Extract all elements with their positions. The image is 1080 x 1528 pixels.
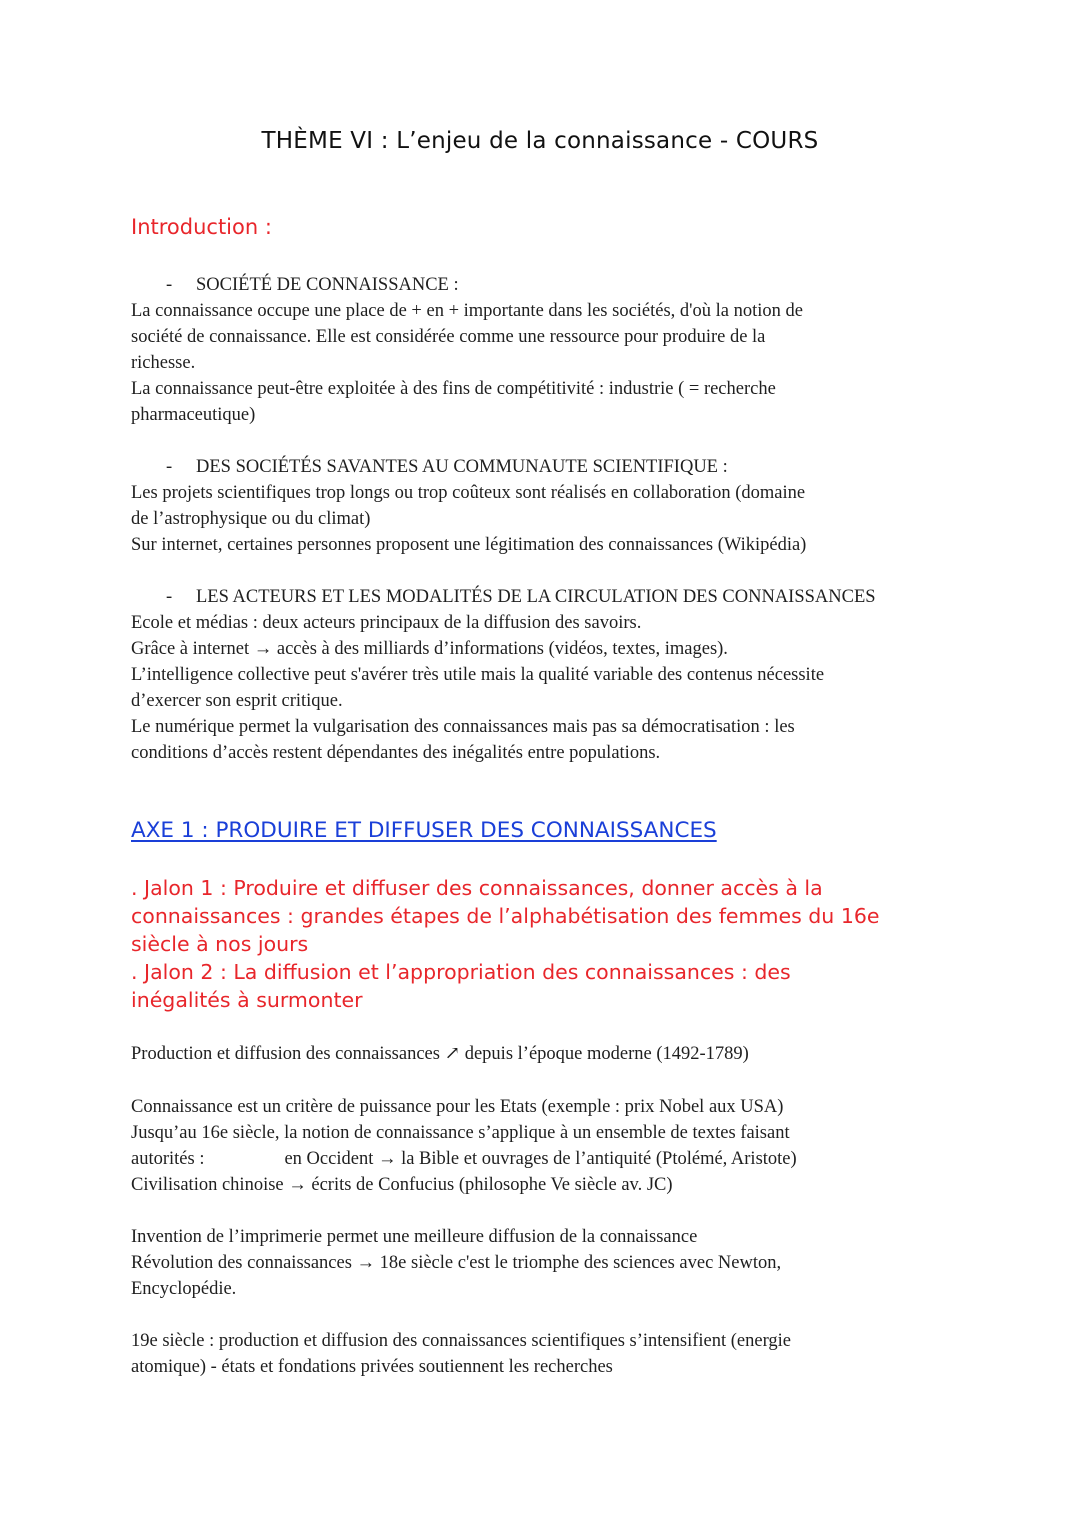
bullet-text: DES SOCIÉTÉS SAVANTES AU COMMUNAUTE SCIENTIFIQUE : bbox=[196, 457, 728, 477]
bullet-dash: - bbox=[166, 457, 173, 477]
bullet-societes-savantes bbox=[166, 454, 728, 480]
text-line: La connaissance occupe une place de + en + importante dans les sociétés, d'où la notion de bbox=[131, 301, 803, 321]
jalon-line: siècle à nos jours bbox=[131, 932, 309, 956]
bullet-text: LES ACTEURS ET LES MODALITÉS DE LA CIRCULATION DES CONNAISSANCES bbox=[196, 587, 876, 607]
bullet-dash: - bbox=[166, 587, 173, 607]
text-line: d’exercer son esprit critique. bbox=[131, 691, 343, 711]
text-line: conditions d’accès restent dépendantes des inégalités entre populations. bbox=[131, 743, 661, 763]
paragraph-puissance bbox=[131, 1094, 961, 1198]
paragraph-societe-connaissance bbox=[131, 298, 961, 428]
bullet-societe-connaissance bbox=[166, 272, 459, 298]
autorites-label: autorités : bbox=[131, 1149, 205, 1169]
paragraph-production-diffusion bbox=[131, 1041, 961, 1067]
text-line: Production et diffusion des connaissances ↗ depuis l’époque moderne (1492-1789) bbox=[131, 1044, 749, 1064]
text-line: de l’astrophysique ou du climat) bbox=[131, 509, 371, 529]
jalons-block bbox=[131, 874, 961, 1014]
text-line: Les projets scientifiques trop longs ou trop coûteux sont réalisés en collaboration (domaine bbox=[131, 483, 806, 503]
autorites-text: en Occident → la Bible et ouvrages de l’antiquité (Ptolémé, Aristote) bbox=[284, 1149, 797, 1169]
paragraph-imprimerie bbox=[131, 1224, 961, 1302]
text-line: La connaissance peut-être exploitée à des fins de compétitivité : industrie ( = recherche bbox=[131, 379, 776, 399]
paragraph-acteurs-modalites bbox=[131, 610, 961, 766]
text-line: Le numérique permet la vulgarisation des connaissances mais pas sa démocratisation : les bbox=[131, 717, 795, 737]
text-line bbox=[131, 1146, 961, 1172]
text-line: Sur internet, certaines personnes proposent une légitimation des connaissances (Wikipédia) bbox=[131, 535, 807, 555]
jalon-line: connaissances : grandes étapes de l’alphabétisation des femmes du 16e bbox=[131, 904, 880, 928]
text-line: Invention de l’imprimerie permet une meilleure diffusion de la connaissance bbox=[131, 1227, 698, 1247]
text-line: Révolution des connaissances → 18e siècle c'est le triomphe des sciences avec Newton, bbox=[131, 1253, 782, 1273]
text-line: pharmaceutique) bbox=[131, 405, 256, 425]
jalon-line: inégalités à surmonter bbox=[131, 988, 363, 1012]
text-line: atomique) - états et fondations privées soutiennent les recherches bbox=[131, 1357, 613, 1377]
text-line: Jusqu’au 16e siècle, la notion de connaissance s’applique à un ensemble de textes faisant bbox=[131, 1123, 790, 1143]
paragraph-societes-savantes bbox=[131, 480, 961, 558]
text-line: richesse. bbox=[131, 353, 196, 373]
text-line: L’intelligence collective peut s'avérer très utile mais la qualité variable des contenus nécessite bbox=[131, 665, 825, 685]
text-line: Grâce à internet → accès à des milliards d’informations (vidéos, textes, images). bbox=[131, 639, 728, 659]
intro-heading: Introduction : bbox=[131, 215, 272, 239]
text-line: Connaissance est un critère de puissance pour les Etats (exemple : prix Nobel aux USA) bbox=[131, 1097, 784, 1117]
jalon-line: . Jalon 1 : Produire et diffuser des connaissances, donner accès à la bbox=[131, 876, 823, 900]
page-title: THÈME VI : L’enjeu de la connaissance - COURS bbox=[261, 128, 819, 154]
bullet-acteurs-modalites bbox=[166, 584, 876, 610]
text-line: Encyclopédie. bbox=[131, 1279, 237, 1299]
paragraph-19e-siecle bbox=[131, 1328, 961, 1380]
text-line: Civilisation chinoise → écrits de Confucius (philosophe Ve siècle av. JC) bbox=[131, 1175, 673, 1195]
text-line: société de connaissance. Elle est considérée comme une ressource pour produire de la bbox=[131, 327, 766, 347]
axe-heading: AXE 1 : PRODUIRE ET DIFFUSER DES CONNAISSANCES bbox=[131, 818, 717, 843]
jalon-line: . Jalon 2 : La diffusion et l’appropriation des connaissances : des bbox=[131, 960, 791, 984]
bullet-dash: - bbox=[166, 275, 173, 295]
text-line: 19e siècle : production et diffusion des connaissances scientifiques s’intensifient (energie bbox=[131, 1331, 791, 1351]
bullet-text: SOCIÉTÉ DE CONNAISSANCE : bbox=[196, 275, 459, 295]
text-line: Ecole et médias : deux acteurs principaux de la diffusion des savoirs. bbox=[131, 613, 642, 633]
